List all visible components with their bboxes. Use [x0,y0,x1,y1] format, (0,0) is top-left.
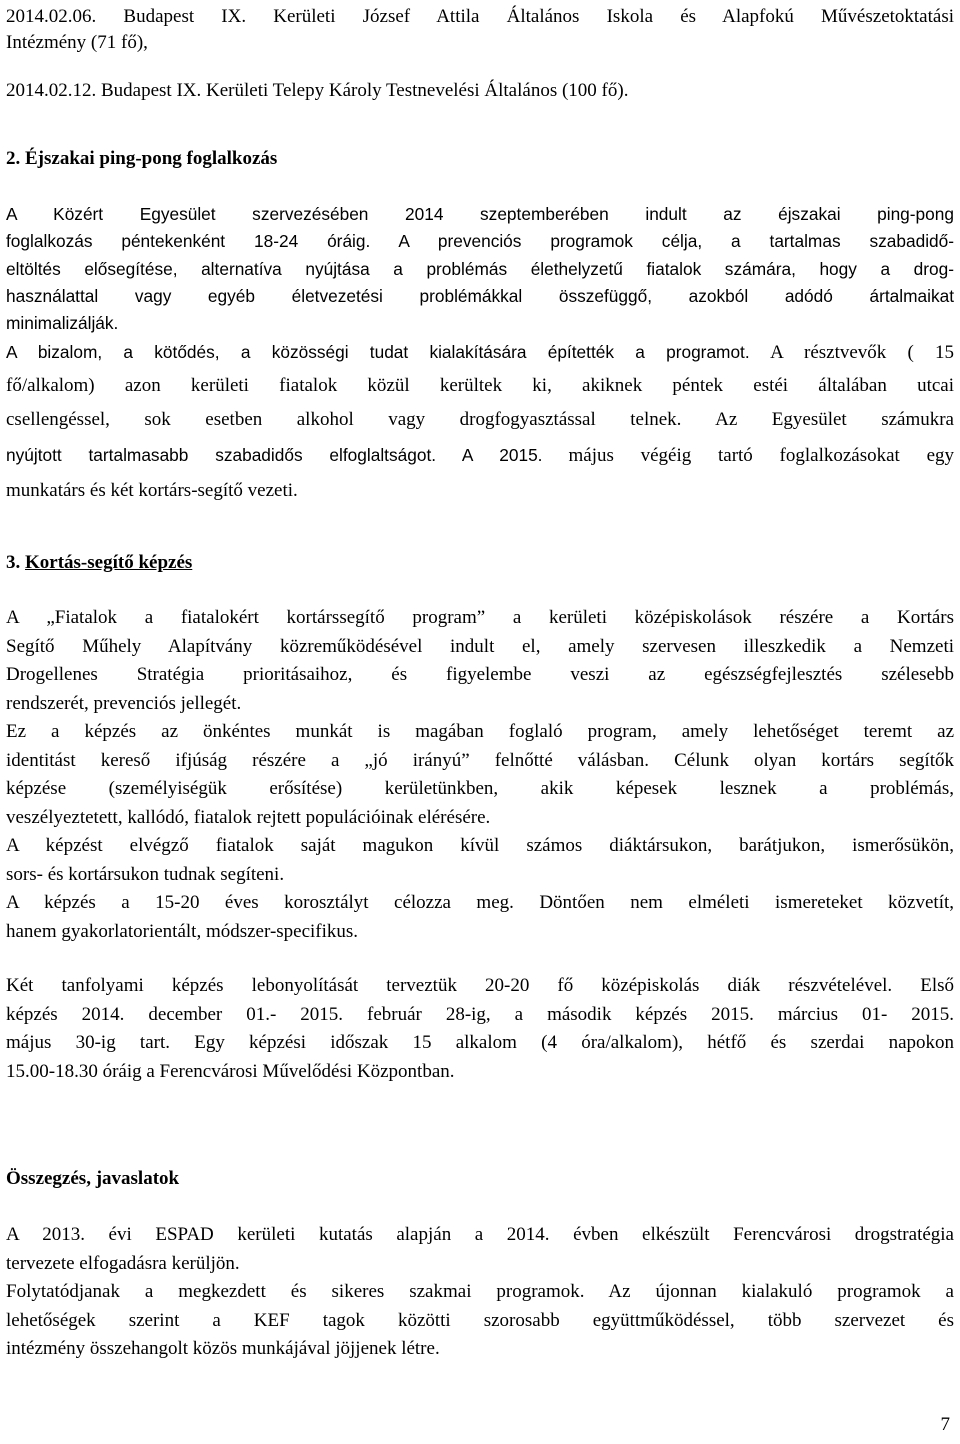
paragraph-line: A 2013. évi ESPAD kerületi kutatás alapján a 2014. évben elkészült Ferencvárosi drogstratégia [6,1224,954,1245]
section-2-heading [6,148,277,170]
section-3-heading [6,552,192,574]
paragraph-line: május 30-ig tart. Egy képzési időszak 15 alkalom (4 óra/alkalom), hétfő és szerdai napokon [6,1032,954,1053]
section-number: 3. [6,552,21,573]
paragraph-fragment: A bizalom, a kötődés, a közösségi tudat kialakítására építették a programot. [6,342,750,362]
paragraph-line: A Közért Egyesület szervezésében 2014 szeptemberében indult az éjszakai ping-pong [6,204,954,224]
section-2-body [6,201,954,508]
paragraph-line: A képzés a 15-20 éves korosztályt célozza meg. Döntően nem elméleti ismereteket közvetít, [6,892,954,913]
paragraph-line: eltöltés elősegítése, alternatíva nyújtása a problémás élethelyzetű fiatalok számára, hogy a drog- [6,259,954,279]
section-3-body [6,604,954,1086]
paragraph-line: identitást kereső ifjúság részére a „jó irányú” felnőtté válásban. Célunk olyan kortárs segítők [6,749,954,771]
paragraph-line: rendszerét, prevenciós jellegét. [6,692,242,714]
paragraph-line [6,228,954,256]
paragraph-line: képzése (személyiségük erősítése) kerületünkben, akik képesek lesznek a problémás, [6,778,954,799]
paragraph-line: veszélyeztetett, kallódó, fiatalok rejtett populációinak elérésére. [6,806,491,828]
paragraph-line: Segítő Műhely Alapítvány közreműködésével indult el, amely szervesen illeszkedik a Nemzeti [6,635,954,657]
paragraph-fragment: foglalkozás péntekenként 18-24 óráig. [6,231,371,251]
top-list [6,4,954,104]
paragraph-line: munkatárs és két kortárs-segítő vezeti. [6,480,298,501]
paragraph-line [6,438,954,474]
paragraph-line: fő/alkalom) azon kerületi fiatalok közül kerültek ki, akiknek péntek estéi általában utcai [6,375,954,396]
paragraph-line: lehetőségek szerint a KEF tagok közötti szorosabb együttműködéssel, több szervezet és [6,1309,954,1331]
page-number: 7 [940,1414,950,1435]
paragraph-fragment: Az Egyesület számukra [715,409,954,430]
paragraph-fragment: A prevenciós programok célja, a tartalmas szabadidő- [398,231,955,251]
list-item-continuation: Intézmény (71 fő), [6,32,148,53]
paragraph-line: Folytatódjanak a megkezdett és sikeres szakmai programok. Az újonnan kialakuló programok a [6,1281,954,1302]
paragraph-fragment: csellengéssel, sok esetben alkohol vagy drogfogyasztással telnek. [6,409,682,430]
paragraph-fragment: A résztvevők ( 15 [770,342,955,363]
paragraph-line: A képzést elvégző fiatalok saját magukon kívül számos diáktársukon, barátjukon, ismerősükön, [6,835,954,856]
section-title: Kortás-segítő képzés [25,552,193,573]
paragraph-line: A „Fiatalok a fiatalokért kortárssegítő program” a kerületi középiskolások részére a Kortárs [6,607,954,628]
paragraph-line: képzés 2014. december 01.- 2015. február 28-ig, a második képzés 2015. március 01- 2015. [6,1003,954,1025]
list-item: 2014.02.12. Budapest IX. Kerületi Telepy Károly Testnevelési Általános (100 fő). [6,80,629,101]
paragraph-line: minimalizálják. [6,313,119,333]
paragraph-line: tervezete elfogadásra kerüljön. [6,1252,240,1274]
paragraph-line: intézmény összehangolt közös munkájával jöjjenek létre. [6,1338,440,1359]
summary-body [6,1221,954,1364]
section-title: Éjszakai ping-pong foglalkozás [25,148,278,169]
section-number: 2. [6,148,21,169]
paragraph-line: Ez a képzés az önkéntes munkát is magában foglaló program, amely lehetőséget teremt az [6,721,954,742]
paragraph-line: Drogellenes Stratégia prioritásaihoz, és figyelembe veszi az egészségfejlesztés szélesebb [6,664,954,685]
paragraph-line: Két tanfolyami képzés lebonyolítását terveztük 20-20 fő középiskolás diák részvételével. Első [6,975,954,996]
summary-heading: Összegzés, javaslatok [6,1168,180,1189]
paragraph-line: 15.00-18.30 óráig a Ferencvárosi Művelődési Központban. [6,1060,455,1082]
paragraph-fragment: nyújtott tartalmasabb szabadidős elfoglaltságot. A 2015. [6,445,543,465]
paragraph-line: hanem gyakorlatorientált, módszer-specifikus. [6,920,359,942]
list-item: 2014.02.06. Budapest IX. Kerületi József Attila Általános Iskola és Alapfokú Művészetoktatási [6,6,954,27]
paragraph-fragment: május végéig tartó foglalkozásokat egy [568,445,954,466]
paragraph-line [6,337,954,369]
paragraph-line: használattal vagy egyéb életvezetési problémákkal összefüggő, azokból adódó ártalmaikat [6,286,954,306]
paragraph-line [6,403,954,438]
paragraph-line: sors- és kortársukon tudnak segíteni. [6,863,285,885]
